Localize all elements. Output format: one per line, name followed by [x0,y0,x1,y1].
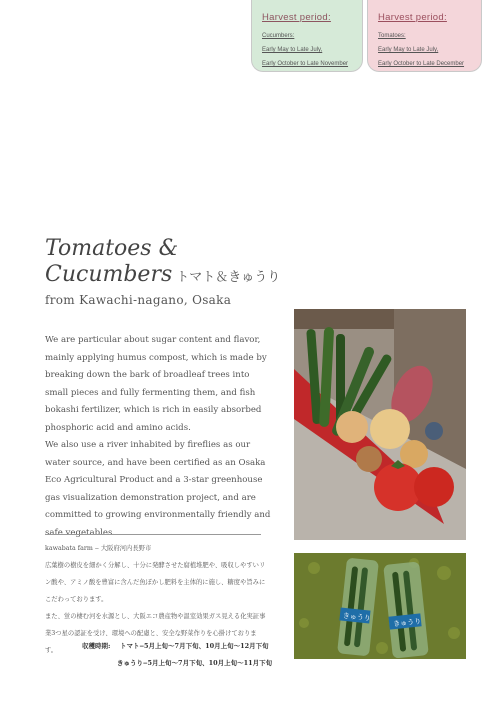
tab-title: Harvest period: [262,12,331,23]
title-line-1: Tomatoes & [45,236,179,261]
tab-line: Early October to Late December [378,61,465,67]
bag-label-right: きゅうり [392,617,422,629]
vegetable-wagon-photo [294,309,466,540]
title-japanese: トマト＆きゅうり [176,270,281,285]
page-subtitle: from Kawachi-nagano, Osaka [45,293,232,307]
tab-line: Cucumbers: [262,33,295,39]
harvest-row-tomato [82,641,282,650]
description-paragraph: We are particular about sugar content and flavor, mainly applying humus compost, which is made by breaking down the bark of broadleaf trees into small pieces and fully fermenting them, and fish bokashi fertilizer, which is rich in easily absorbed phosphoric acid and amino acids. [45,335,267,433]
tab-line: Early October to Late November [262,61,349,67]
tab-title: Harvest period: [378,12,447,23]
tab-line: Tomatoes: [378,33,406,39]
cucumber-bags-photo [294,553,466,659]
bag-label-left: きゅうり [342,611,372,623]
divider [45,534,261,535]
farm-heading: kawabata farm ‒ 大阪府河内長野市 [45,545,152,552]
harvest-row-cucumber: きゅうり‒5月上旬〜7月下旬、10月上旬〜11月下旬 [117,659,273,667]
harvest-value: トマト‒5月上旬〜7月下旬、10月上旬〜12月下旬 [120,642,269,650]
harvest-tab-tomatoes [367,0,482,72]
farm-paragraph: また、蛍の棲む河を水源とし、大阪エコ農産物や温室効果ガス見える化実証事業3つ星の認証を受け、環境への配慮と、安全な野菜作りを心掛けております。 [45,613,266,654]
farm-paragraph: 広葉樹の樹皮を細かく分解し、十分に発酵させた腐植堆肥や、吸収しやすいリン酸や、アミノ酸を豊富に含んだ魚ぼかし肥料を主体的に施し、糖度や旨みにこだわっております。 [45,562,266,603]
title-line-2: Cucumbers [45,262,173,287]
page-title [45,236,280,291]
harvest-label: 収穫時期: [82,642,111,650]
description-paragraph: We also use a river inhabited by fireflies as our water source, and have been certified as an Osaka Eco Agricultural Product and a 3-star greenhouse gas visualization demonstration project, and are committed to growing environmentally friendly and safe vegetables. [45,440,271,538]
tab-line: Early May to Late July, [262,47,323,53]
description [45,332,273,542]
tab-line: Early May to Late July, [378,47,439,53]
harvest-tab-cucumbers [251,0,363,72]
